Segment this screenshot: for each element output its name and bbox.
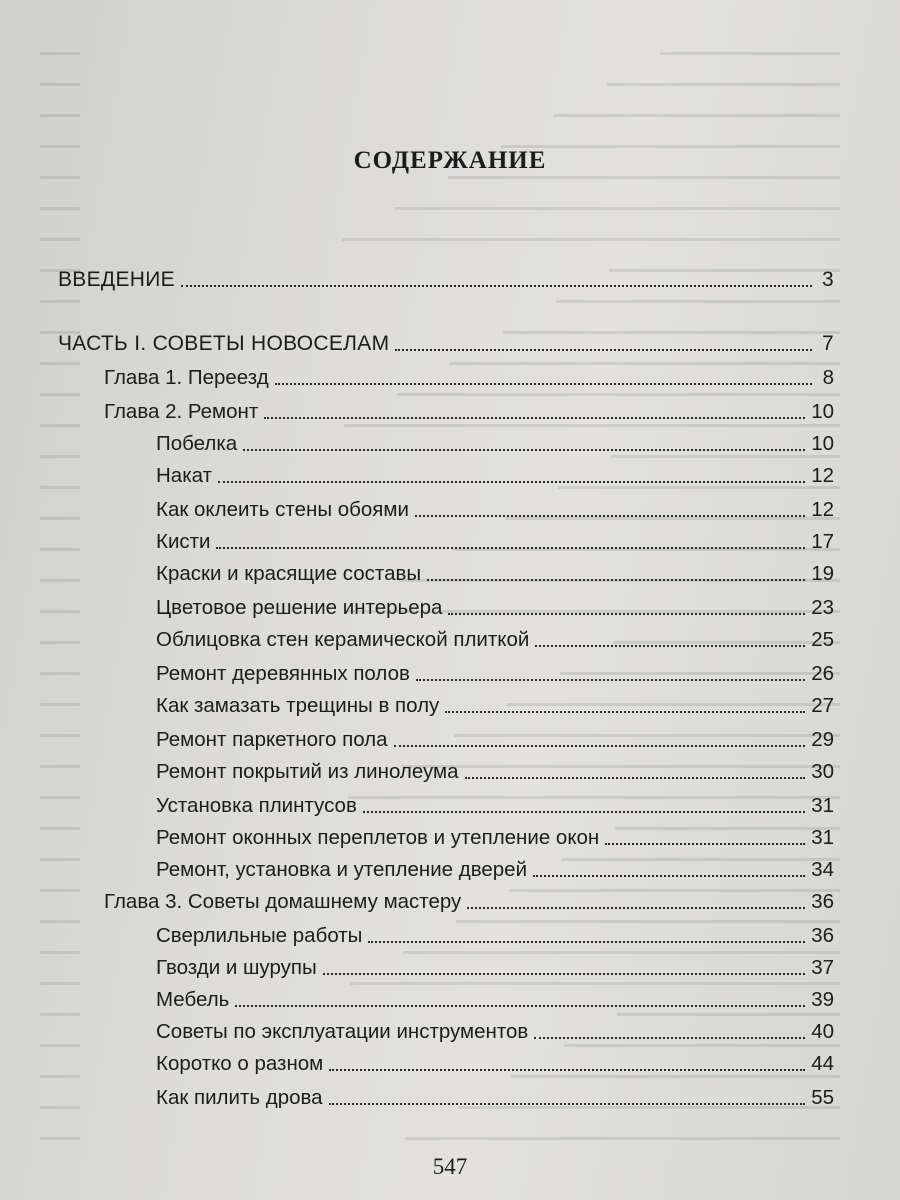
show-through-stroke xyxy=(40,362,80,365)
dot-leader xyxy=(467,907,805,909)
dot-leader xyxy=(395,349,812,351)
show-through-line xyxy=(40,195,840,210)
show-through-line xyxy=(40,1125,840,1140)
toc-entry xyxy=(156,982,834,1012)
show-through-stroke xyxy=(40,889,80,892)
show-through-stroke xyxy=(40,579,80,582)
toc-entry-label: Ремонт паркетного пола xyxy=(156,728,388,751)
toc-entry-page: 7 xyxy=(822,332,834,355)
toc-entry-page: 36 xyxy=(811,924,834,947)
toc-entry-label: ВВЕДЕНИЕ xyxy=(58,268,175,291)
dot-leader xyxy=(329,1069,805,1071)
toc-entry-page: 34 xyxy=(811,858,834,881)
toc-entry-label: Цветовое решение интерьера xyxy=(156,596,443,619)
show-through-stroke xyxy=(40,1044,80,1047)
toc-entry-label: Советы по эксплуатации инструментов xyxy=(156,1020,529,1043)
toc-entry xyxy=(156,852,834,882)
toc-entry xyxy=(156,590,834,620)
toc-entry xyxy=(156,754,834,784)
toc-entry-page: 27 xyxy=(811,694,834,717)
page-title: СОДЕРЖАНИЕ xyxy=(353,147,547,174)
show-through-stroke xyxy=(40,672,80,675)
toc-entry-page: 31 xyxy=(811,826,834,849)
toc-entry xyxy=(156,1080,834,1110)
show-through-stroke xyxy=(448,176,840,179)
show-through-stroke xyxy=(40,238,80,241)
toc-entry-page: 26 xyxy=(811,662,834,685)
toc-entry-label: Как пилить дрова xyxy=(156,1086,323,1109)
show-through-stroke xyxy=(40,517,80,520)
dot-leader xyxy=(415,515,805,517)
show-through-stroke xyxy=(40,114,80,117)
toc-entry xyxy=(156,722,834,752)
show-through-line xyxy=(40,133,840,148)
show-through-line xyxy=(40,226,840,241)
toc-entry-page: 36 xyxy=(811,890,834,913)
toc-entry-label: Накат xyxy=(156,464,212,487)
dot-leader xyxy=(427,579,805,581)
dot-leader xyxy=(448,613,805,615)
show-through-stroke xyxy=(405,1137,840,1140)
toc-entry-page: 31 xyxy=(811,794,834,817)
toc-entry-label: Коротко о разном xyxy=(156,1052,324,1075)
show-through-stroke xyxy=(40,703,80,706)
toc-entry-page: 30 xyxy=(811,760,834,783)
dot-leader xyxy=(218,481,805,483)
dot-leader xyxy=(264,417,805,419)
toc-entry-label: Мебель xyxy=(156,988,230,1011)
toc-entry-page: 29 xyxy=(811,728,834,751)
toc-entry-page: 12 xyxy=(811,464,834,487)
toc-entry-page: 19 xyxy=(811,562,834,585)
show-through-stroke xyxy=(40,641,80,644)
show-through-stroke xyxy=(40,548,80,551)
show-through-stroke xyxy=(40,424,80,427)
toc-entry-page: 10 xyxy=(811,400,834,423)
toc-entry-page: 23 xyxy=(811,596,834,619)
dot-leader xyxy=(329,1103,806,1105)
show-through-stroke xyxy=(40,982,80,985)
show-through-stroke xyxy=(40,207,80,210)
toc-entry-label: Глава 2. Ремонт xyxy=(104,400,259,423)
toc-entry xyxy=(156,426,834,456)
dot-leader xyxy=(533,875,805,877)
toc-entry-label: Глава 3. Советы домашнему мастеру xyxy=(104,890,462,913)
page-number: 547 xyxy=(432,1154,468,1179)
toc-entry-label: Установка плинтусов xyxy=(156,794,357,817)
toc-entry xyxy=(156,918,834,948)
show-through-stroke xyxy=(40,1013,80,1016)
toc-entry-label: Ремонт деревянных полов xyxy=(156,662,410,685)
toc-entry-label: Облицовка стен керамической плиткой xyxy=(156,628,530,651)
toc-entry xyxy=(156,1046,834,1076)
toc-entry-label: Гвозди и шурупы xyxy=(156,956,317,979)
toc-entry-page: 55 xyxy=(811,1086,834,1109)
toc-entry xyxy=(156,458,834,488)
dot-leader xyxy=(181,285,812,287)
dot-leader xyxy=(605,843,805,845)
show-through-stroke xyxy=(40,765,80,768)
toc-entry xyxy=(58,326,834,356)
dot-leader xyxy=(275,383,812,385)
toc-entry xyxy=(156,492,834,522)
toc-entry xyxy=(156,656,834,686)
toc-entry-label: ЧАСТЬ I. СОВЕТЫ НОВОСЕЛАМ xyxy=(58,332,390,355)
toc-entry-page: 3 xyxy=(822,268,834,291)
show-through-line xyxy=(40,71,840,86)
show-through-stroke xyxy=(40,52,80,55)
show-through-stroke xyxy=(342,238,840,241)
show-through-stroke xyxy=(40,796,80,799)
show-through-stroke xyxy=(40,486,80,489)
dot-leader xyxy=(216,547,805,549)
show-through-line xyxy=(40,102,840,117)
show-through-stroke xyxy=(40,1075,80,1078)
toc-entry-label: Ремонт, установка и утепление дверей xyxy=(156,858,528,881)
show-through-stroke xyxy=(40,920,80,923)
toc-entry-label: Побелка xyxy=(156,432,238,455)
toc-entry-label: Ремонт оконных переплетов и утепление окон xyxy=(156,826,600,849)
show-through-line xyxy=(40,40,840,55)
show-through-stroke xyxy=(395,207,840,210)
toc-entry-page: 39 xyxy=(811,988,834,1011)
toc-entry-page: 44 xyxy=(811,1052,834,1075)
show-through-stroke xyxy=(660,52,840,55)
toc-entry xyxy=(156,1014,834,1044)
dot-leader xyxy=(535,645,805,647)
toc-entry xyxy=(58,262,834,292)
show-through-stroke xyxy=(40,951,80,954)
show-through-stroke xyxy=(40,393,80,396)
toc-entry-page: 8 xyxy=(822,366,834,389)
toc-entry-label: Как замазать трещины в полу xyxy=(156,694,440,717)
toc-entry-label: Кисти xyxy=(156,530,211,553)
toc-entry-page: 10 xyxy=(811,432,834,455)
toc-entry-page: 40 xyxy=(811,1020,834,1043)
dot-leader xyxy=(394,745,806,747)
show-through-stroke xyxy=(40,455,80,458)
toc-entry-page: 25 xyxy=(811,628,834,651)
show-through-stroke xyxy=(556,300,840,303)
show-through-stroke xyxy=(40,734,80,737)
show-through-stroke xyxy=(40,83,80,86)
toc-entry xyxy=(156,688,834,718)
toc-entry-page: 17 xyxy=(811,530,834,553)
toc-entry-label: Сверлильные работы xyxy=(156,924,363,947)
toc-entry-page: 37 xyxy=(811,956,834,979)
toc-entry-label: Ремонт покрытий из линолеума xyxy=(156,760,459,783)
show-through-stroke xyxy=(40,610,80,613)
toc-entry-label: Глава 1. Переезд xyxy=(104,366,269,389)
show-through-stroke xyxy=(554,114,840,117)
toc-entry xyxy=(104,394,834,424)
toc-entry-label: Как оклеить стены обоями xyxy=(156,498,409,521)
toc-entry xyxy=(104,360,834,390)
toc-entry-page: 12 xyxy=(811,498,834,521)
toc-entry xyxy=(156,556,834,586)
show-through-stroke xyxy=(607,83,840,86)
dot-leader xyxy=(323,973,805,975)
show-through-stroke xyxy=(40,176,80,179)
toc-entry-label: Краски и красящие составы xyxy=(156,562,422,585)
toc-entry xyxy=(156,524,834,554)
dot-leader xyxy=(465,777,806,779)
dot-leader xyxy=(416,679,805,681)
dot-leader xyxy=(534,1037,805,1039)
toc-entry xyxy=(156,788,834,818)
show-through-stroke xyxy=(40,827,80,830)
dot-leader xyxy=(363,811,805,813)
toc-entry xyxy=(156,622,834,652)
toc-entry xyxy=(156,950,834,980)
show-through-stroke xyxy=(40,858,80,861)
toc-entry xyxy=(104,884,834,914)
toc-entry xyxy=(156,820,834,850)
dot-leader xyxy=(445,711,805,713)
dot-leader xyxy=(243,449,805,451)
show-through-stroke xyxy=(40,1106,80,1109)
dot-leader xyxy=(368,941,805,943)
show-through-stroke xyxy=(40,1137,80,1140)
show-through-stroke xyxy=(40,300,80,303)
dot-leader xyxy=(235,1005,805,1007)
